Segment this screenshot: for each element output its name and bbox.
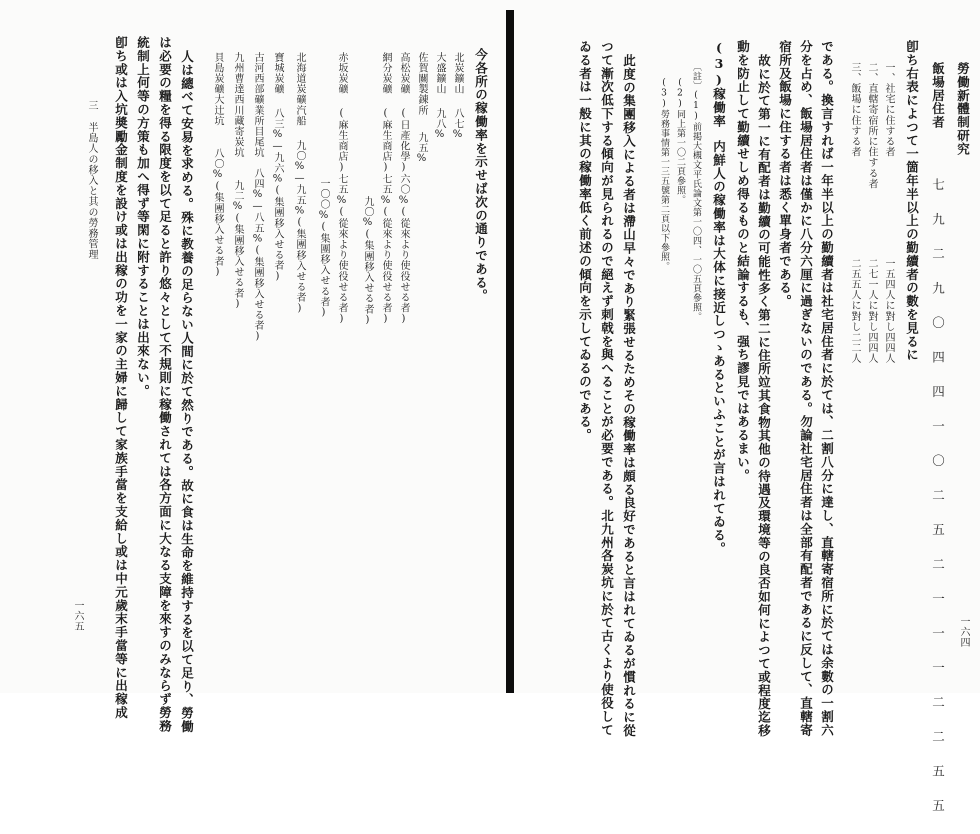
rate-value: (麻生商店)七五%(從來より使役せる者) xyxy=(336,108,347,325)
paragraph-line: 人は總べて安易を求める。殊に教養の足らない人間に於て然りである。故に食は生命を維持するを以て足り、勞働 xyxy=(179,50,195,734)
rate-site: 九州曹達西川藏寄炭坑 xyxy=(232,52,243,158)
rate-value: 八四%—八五%(集團移入せる者) xyxy=(252,168,263,343)
rate-value: 八〇%(集團移入せる者) xyxy=(212,148,223,279)
paragraph-line: 宿所及飯場に住する者は悉く單身者である。 xyxy=(777,40,793,308)
rate-value: (日產化學)六〇%(從來より使役せる者) xyxy=(398,108,409,325)
entry-2-value: 二七一人に對し四四人 xyxy=(866,258,877,364)
footnote: (2)同上第一〇二頁參照。 xyxy=(675,78,685,205)
rate-value: 九〇%—九五%(集團移入せる者) xyxy=(294,140,305,315)
paragraph-line: 故に於て第一に有配者は勤續の可能性多く第二に住所竝其食物其他の待遇及環境等の良否如何によつて或程度迄移 xyxy=(756,54,772,738)
rate-value: 九八% xyxy=(434,108,445,141)
paragraph-line: は必要の糧を得る限度を以て足ると許り悠々として不規則に稼働されては各方面に大なる支障を來すのみならず勞務 xyxy=(157,36,173,733)
table-header-values: 七九二九〇四四一〇二五二一一一二二五五 xyxy=(930,178,946,834)
rate-value: 九〇%(集團移入せる者) xyxy=(362,196,373,327)
rate-site: 網分炭礦 xyxy=(380,52,391,95)
rate-value: 一〇〇%(集團移入せる者) xyxy=(318,178,329,319)
paragraph-line: 此度の集團移入による者は滯山早々であり緊張せるためその稼働率は頗る良好であると言はれてゐるが慣れるに從 xyxy=(621,54,637,738)
paragraph-line: ゐる者は一般に其の稼働率低く前述の傾向を示してゐるのである。 xyxy=(577,40,593,442)
rate-site: 高松炭礦 xyxy=(398,52,409,95)
paragraph-line: である。換言すれば一年半以上の勤續者は社宅居住者に於ては、二割八分に達し、直轄寄宿所に於ては余數の一割六 xyxy=(819,40,835,737)
paragraph-line: 分を占め、飯場居住者は僅かに八分六厘に過ぎないのである。勿論社宅居住者は全部有配者であるに反して、直轄寄 xyxy=(798,40,814,737)
paragraph-line: 動を防止して勤續せしめ得るものと結論するも、强ち謬見ではあるまい。 xyxy=(735,40,751,483)
book-gutter xyxy=(506,10,514,693)
running-header: 勞働新體制研究 xyxy=(955,62,971,156)
paragraph-line: 統制上何等の方策も加へ得ず等閑に附することは出來ない。 xyxy=(135,36,151,398)
paragraph-line: つて漸次低下する傾向が見られるので絕えず刺戟を與へることが必要である。北九州各炭坑に於て古くより使役して xyxy=(599,40,615,737)
entry-3-label: 三、飯場に住する者 xyxy=(849,62,860,158)
rate-value: 九五% xyxy=(416,132,427,165)
rates-intro: 今各所の稼働率を示せば次の通りである。 xyxy=(473,48,489,303)
intro-line: 卽ち右表によつて一箇年半以上の勤續者の數を見るに xyxy=(904,40,920,362)
rate-site: 赤坂炭礦 xyxy=(336,52,347,95)
page-number-right: 一六四 xyxy=(958,616,969,648)
entry-1-label: 一、社宅に住する者 xyxy=(883,62,894,158)
footnote: 〔註〕(1)前掲大槻文平氏論文第一〇四、一〇五頁參照。 xyxy=(691,62,701,322)
footer-title: 三 半島人の移入と其の勞務管理 xyxy=(86,100,97,260)
section-heading: (3)稼働率 xyxy=(711,40,727,128)
section-lead: 内鮮人の稼働率は大体に接近しつゝあるといふことが言はれてゐる。 xyxy=(711,140,727,556)
footnote: (3)勞務事情第一三五號第二頁以下參照。 xyxy=(659,78,669,271)
rate-site: 北海道炭礦汽船 xyxy=(294,52,305,127)
rate-site: 大盛鑛山 xyxy=(434,52,445,95)
rate-value: 八七% xyxy=(452,108,463,141)
rate-value: 九二%(集團移入せる者) xyxy=(232,180,243,311)
entry-1-value: 一五四人に對し四四人 xyxy=(883,258,894,364)
rate-site: 寶城炭礦 xyxy=(272,52,283,95)
rate-site: 貝島炭礦大辻坑 xyxy=(212,52,223,127)
rate-site: 佐賀關製錬所 xyxy=(416,52,427,116)
rate-value: (麻生商店)七五%(從來より使役せる者) xyxy=(380,108,391,325)
rate-site: 古河西部礦業所目尾坑 xyxy=(252,52,263,158)
table-header-label: 飯場居住者 xyxy=(930,62,946,129)
entry-2-label: 二、直轄寄宿所に住する者 xyxy=(866,62,877,190)
rate-value: 八三%—九六%(集團移入せる者) xyxy=(272,108,283,283)
rate-site: 北炭鑛山 xyxy=(452,52,463,95)
page-number-left: 一六五 xyxy=(72,600,83,632)
entry-3-value: 二五五人に對し二二人 xyxy=(849,258,860,364)
paragraph-line: 卽ち或は入坑奬勵金制度を設け或は出稼の功を一家の主婦に歸して家族手當を支給し或は中元歲末手當等に出稼成 xyxy=(113,36,129,720)
